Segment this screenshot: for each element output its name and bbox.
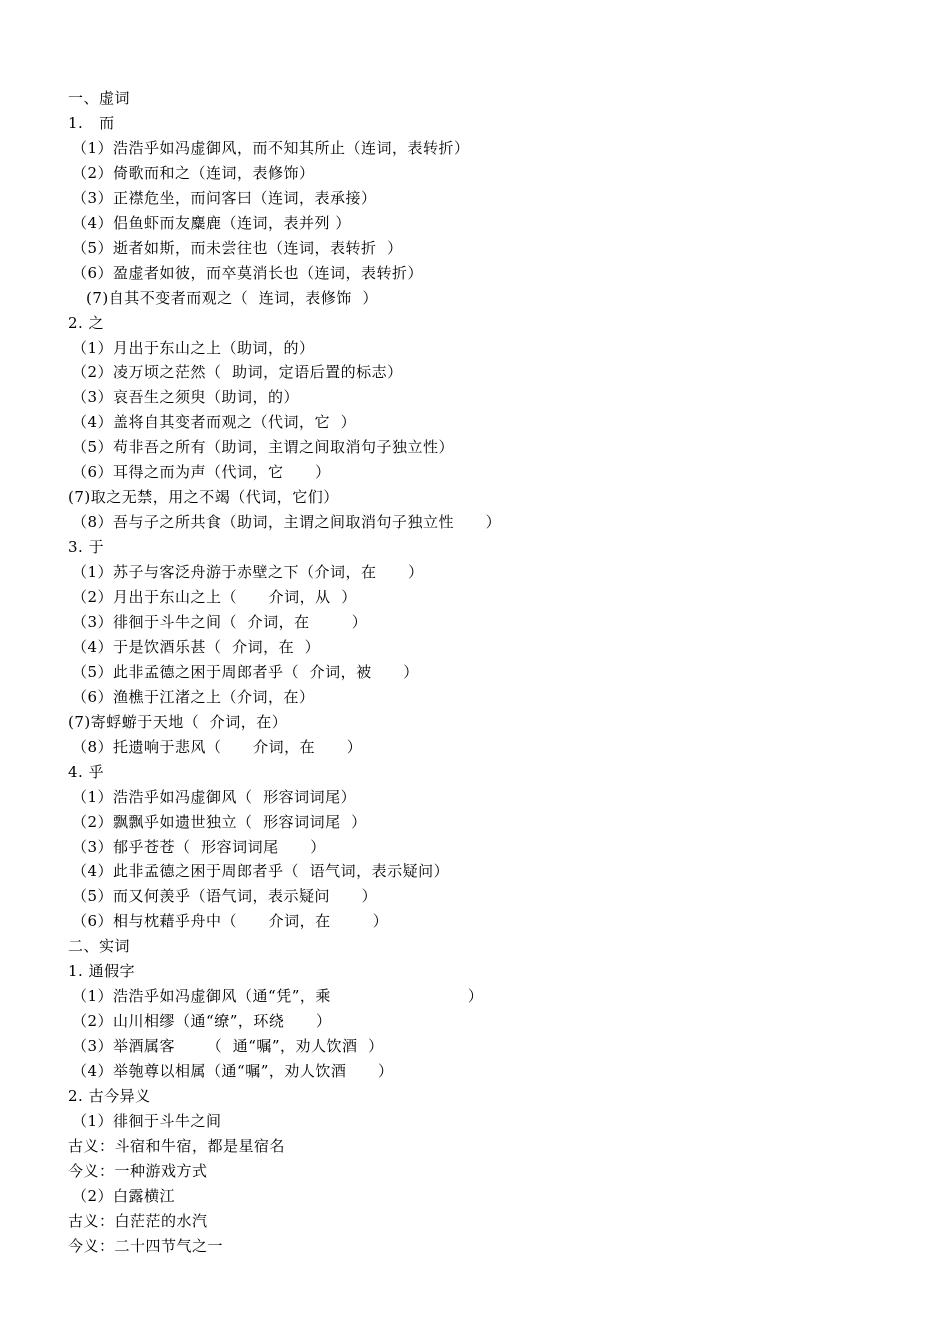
text-line: （6）相与枕藉乎舟中（ 介词，在 ） [72,912,389,931]
text-line: （3）举酒属客 （ 通“嘱”，劝人饮酒 ） [72,1037,384,1056]
text-line: （6）耳得之而为声（代词，它 ） [72,463,331,482]
text-line: （2）山川相缪（通“缭”，环绕 ） [72,1012,332,1031]
text-line: （1）月出于东山之上（助词，的） [72,338,315,357]
text-line: （4）此非孟德之困于周郎者乎（ 语气词，表示疑问） [72,862,450,881]
text-line: 二、实词 [68,937,131,956]
text-line: （5）苟非吾之所有（助词，主谓之间取消句子独立性） [72,438,455,457]
text-line: 古义：斗宿和牛宿，都是星宿名 [68,1136,286,1155]
text-line: 一、虚词 [68,89,131,107]
text-line: (7)取之无禁，用之不竭（代词，它们） [68,488,339,507]
text-line: 2. 之 [68,313,105,332]
text-line: 1. 而 [68,113,115,132]
text-line: 3. 于 [68,538,105,557]
text-line: （5）逝者如斯，而未尝往也（连词，表转折 ） [72,238,403,257]
text-line: （2）月出于东山之上（ 介词，从 ） [72,588,357,606]
text-line: （1）徘徊于斗牛之间 [72,1111,222,1130]
text-line: （2）凌万顷之茫然（ 助词，定语后置的标志） [72,363,403,382]
text-line: （1）浩浩乎如冯虚御风（ 形容词词尾） [72,787,357,806]
text-line: （1）浩浩乎如冯虚御风，而不知其所止（连词，表转折） [72,138,470,157]
text-line: （8）托遗响于悲风（ 介词，在 ） [72,737,363,756]
text-line: (7)自其不变者而观之（ 连词，表修饰 ） [86,288,378,307]
text-line: 1. 通假字 [68,962,136,981]
text-line: 古义：白茫茫的水汽 [68,1211,208,1230]
text-line: （4）盖将自其变者而观之（代词，它 ） [72,413,357,432]
text-line: （1）浩浩乎如冯虚御风（通“凭”，乘 ） [72,987,484,1006]
text-line: （3）正襟危坐，而问客曰（连词，表承接） [72,188,377,207]
text-line: （3）哀吾生之须臾（助词，的） [72,388,300,407]
text-line: （4）侣鱼虾而友麋鹿（连词，表并列 ） [72,213,351,232]
text-line: （2）倚歌而和之（连词，表修饰） [72,163,315,182]
text-line: 4. 乎 [68,762,105,781]
text-line: （1）苏子与客泛舟游于赤壁之下（介词，在 ） [72,563,424,582]
text-line: 今义：一种游戏方式 [68,1161,208,1180]
text-line: （4）于是饮酒乐甚（ 介词，在 ） [72,637,321,656]
text-line: （4）举匏尊以相属（通“嘱”，劝人饮酒 ） [72,1062,394,1081]
text-line: 2. 古今异义 [68,1087,151,1105]
text-line: （6）渔樵于江渚之上（介词，在） [72,687,315,706]
text-line: （5）此非孟德之困于周郎者乎（ 介词，被 ） [72,662,419,681]
text-line: 今义：二十四节气之一 [68,1236,224,1255]
text-line: (7)寄蜉蝣于天地（ 介词，在） [68,712,288,731]
text-line: （8）吾与子之所共食（助词，主谓之间取消句子独立性 ） [72,513,502,532]
text-line: （2）白露横江 [72,1186,176,1205]
text-line: （6）盈虚者如彼，而卒莫消长也（连词，表转折） [72,263,424,282]
text-line: （5）而又何羡乎（语气词，表示疑问 ） [72,887,378,906]
text-line: （2）飘飘乎如遗世独立（ 形容词词尾 ） [72,812,367,831]
text-line: （3）徘徊于斗牛之间（ 介词，在 ） [72,612,368,631]
text-line: （3）郁乎苍苍（ 形容词词尾 ） [72,837,326,856]
